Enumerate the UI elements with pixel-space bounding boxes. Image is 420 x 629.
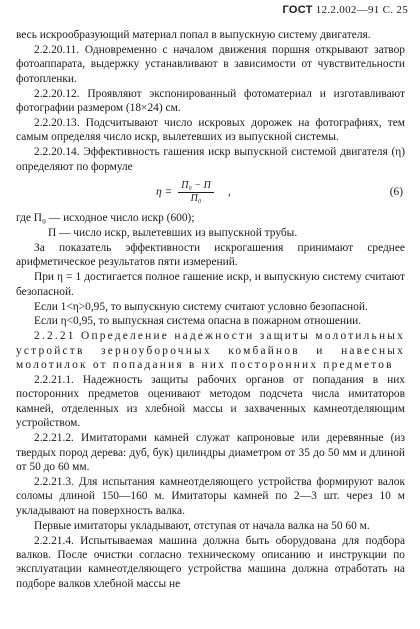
paragraph: За показатель эффективности искрогашения принимают среднее арифметическое результатов пяти измерений. bbox=[16, 241, 405, 269]
paragraph: П — число искр, вылетевших из выпускной трубы. bbox=[48, 226, 298, 239]
paragraph: Первые имитаторы укладывают, отступая от начала валка на 50 60 м. bbox=[34, 519, 370, 532]
paragraph: Если η<0,95, то выпускная система опасна в пожарном отношении. bbox=[34, 315, 362, 328]
section-heading: 2.2.21 Определение надежности защиты молотильных устройств зерноуборочных комбайнов и навесных молотилок от попадания в них посторонних предметов bbox=[16, 330, 405, 372]
formula-fraction bbox=[178, 180, 214, 205]
efficiency-formula bbox=[16, 175, 405, 209]
formula-comma: , bbox=[227, 185, 231, 198]
paragraph: 2.2.20.12. Проявляют экспонированный фотоматериал и изготавливают фотографии размером (18×24) см. bbox=[16, 87, 405, 115]
paragraph: 2.2.20.14. Эффективность гашения искр выпускной системой двигателя (η) определяют по формуле bbox=[16, 146, 405, 173]
formula-numerator: П₀ − П bbox=[178, 180, 214, 193]
paragraph: При η = 1 достигается полное гашение искр, и выпускную систему считают безопасной. bbox=[16, 271, 405, 298]
page-header bbox=[282, 4, 408, 16]
formula-lhs: η = bbox=[156, 185, 173, 198]
paragraph: 2.2.21.4. Испытываемая машина должна быть оборудована для подбора валков. После очистки согласно техническому описанию и инструкции по эксплуатации камнеотделяющего устройства машина должна отработать на подборе валков хлебной массы не bbox=[16, 534, 405, 590]
paragraph: 2.2.21.3. Для испытания камнеотделяющего устройства формируют валок соломы длиной 150—160 м. Имитаторы камней по 2—3 шт. через 10 м укладывают на поверхность валка. bbox=[16, 475, 405, 517]
standard-number: 12.2.002—91 bbox=[315, 4, 380, 16]
paragraph: 2.2.20.13. Подсчитывают число искровых дорожек на фотографиях, тем самым определяя число искр, вылетевших из выпускной системы. bbox=[16, 116, 405, 144]
formula-denominator: П₀ bbox=[190, 192, 202, 204]
page-body bbox=[16, 28, 405, 592]
equation-number: (6) bbox=[389, 185, 403, 198]
paragraph: 2.2.21.1. Надежность защиты рабочих органов от попадания в них посторонних предметов оценивают методом подсчета числа имитаторов камней, отделенных из хлебной массы и захваченных камнеотделяющим устройством. bbox=[16, 374, 405, 430]
paragraph: весь искрообразующий материал попал в выпускную систему двигателя. bbox=[16, 29, 371, 41]
standard-label: ГОСТ bbox=[282, 4, 313, 16]
paragraph: 2.2.20.11. Одновременно с началом движения поршня открывают затвор фотоаппарата, выдержку устанавливают в зависимости от чувствительности фотопленки. bbox=[16, 43, 405, 85]
paragraph: Если 1<η>0,95, то выпускную систему считают условно безопасной. bbox=[34, 300, 368, 313]
page-letter: С. bbox=[382, 4, 394, 16]
page-number: 25 bbox=[396, 4, 408, 16]
paragraph: где П₀ — исходное число искр (600); bbox=[16, 212, 195, 225]
paragraph: 2.2.21.2. Имитаторами камней служат капроновые или деревянные (из твердых пород дерева: дуб, бук) цилиндры диаметром от 35 до 50 мм и длиной от 50 до 60 мм. bbox=[16, 432, 405, 473]
